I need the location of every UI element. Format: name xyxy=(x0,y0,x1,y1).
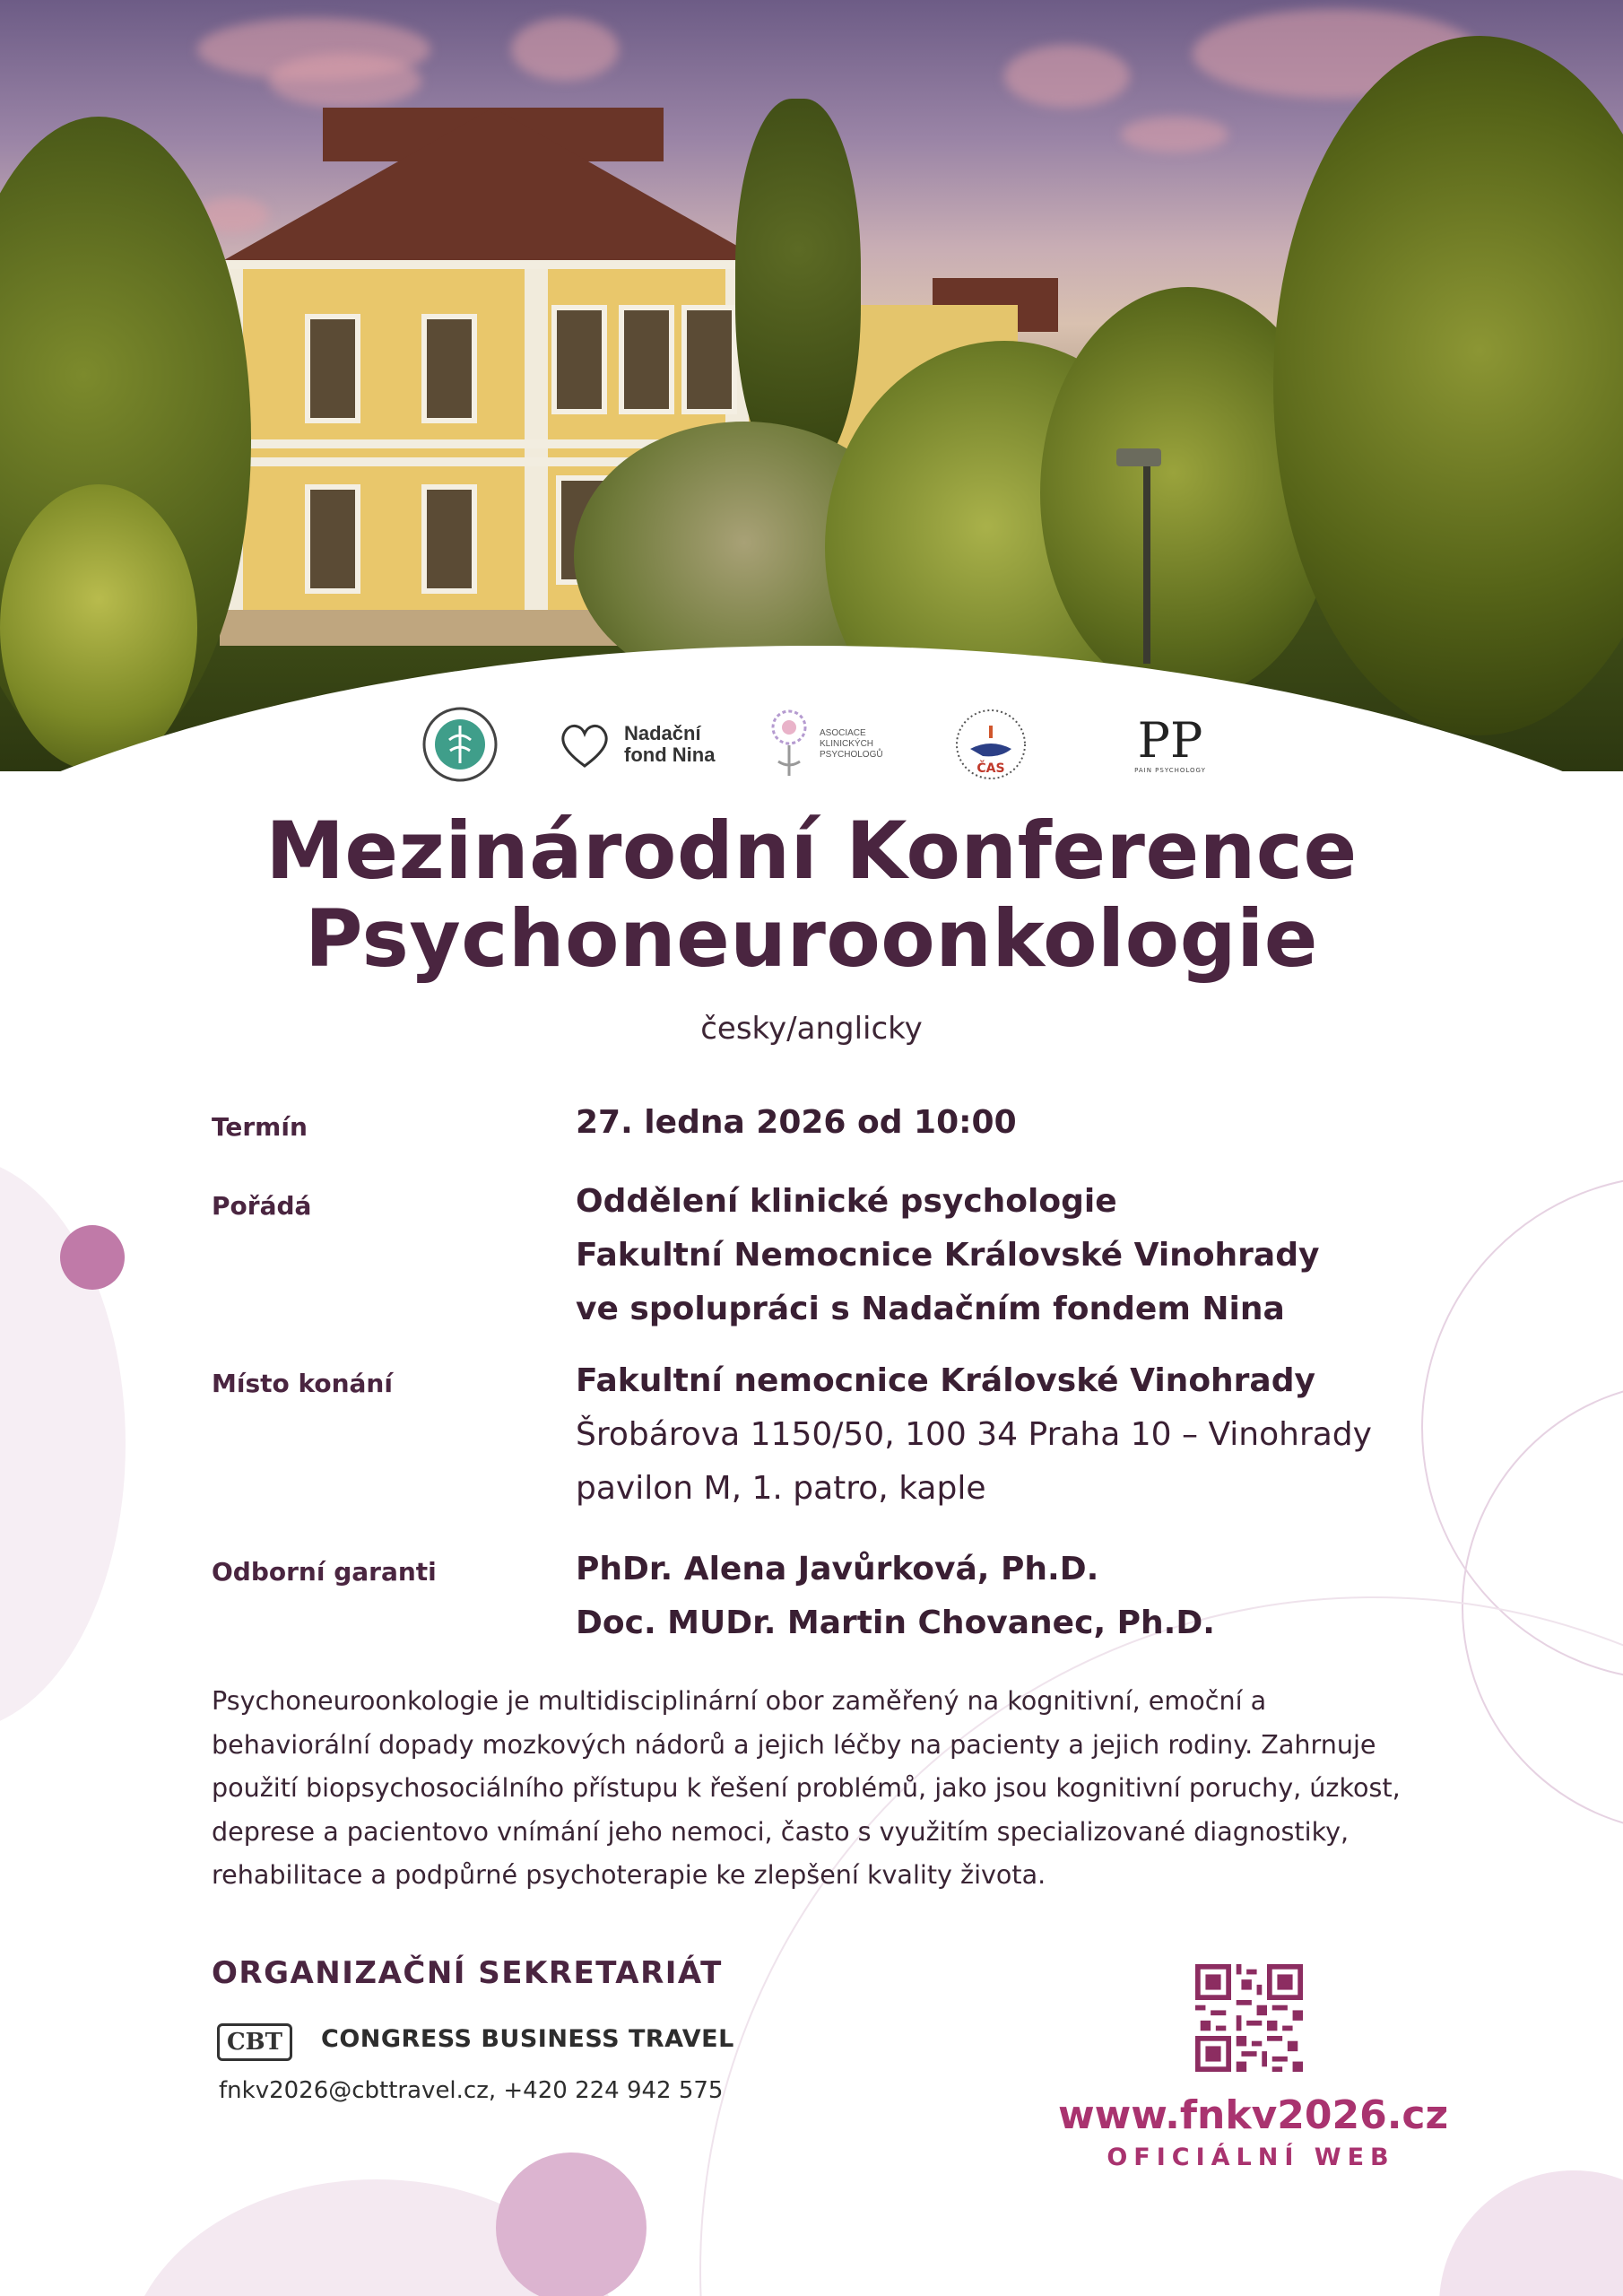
page-title-line1: Mezinárodní Konference xyxy=(265,804,1358,897)
qr-code-icon[interactable] xyxy=(1195,1964,1303,2072)
porada-value: Oddělení klinické psychologie Fakultní Nemocnice Královské Vinohrady ve spolupráci s Nadačním fondem Nina xyxy=(576,1183,1320,1327)
akp-logo: ASOCIACE KLINICKÝCH PSYCHOLOGŮ xyxy=(762,700,883,789)
language-subtitle: česky/anglicky xyxy=(700,1011,923,1047)
cbt-logo: CBT xyxy=(217,2023,292,2061)
page-title-line2: Psychoneuroonkologie xyxy=(305,892,1318,985)
institute-seal-logo xyxy=(420,700,500,789)
misto-value: Fakultní nemocnice Královské Vinohrady Šrobárova 1150/50, 100 34 Praha 10 – Vinohrady pavilon M, 1. patro, kaple xyxy=(576,1362,1372,1507)
organizer-heading: ORGANIZAČNÍ SEKRETARIÁT xyxy=(212,1955,723,1991)
organizer-contact[interactable]: fnkv2026@cbttravel.cz, +420 224 942 575 xyxy=(219,2077,724,2104)
porada-label: Pořádá xyxy=(212,1191,312,1221)
deco-dot-left xyxy=(60,1225,125,1290)
garanti-value: PhDr. Alena Javůrková, Ph.D. Doc. MUDr. Martin Chovanec, Ph.D. xyxy=(576,1551,1215,1641)
cas-logo xyxy=(950,700,1031,789)
termin-label: Termín xyxy=(212,1112,308,1142)
nadacni-fond-nina-logo: Nadační fond Nina xyxy=(556,700,715,789)
misto-label: Místo konání xyxy=(212,1369,393,1398)
description-paragraph: Psychoneuroonkologie je multidisciplinární obor zaměřený na kognitivní, emoční a behaviorální dopady mozkových nádorů a jejich léčby na pacienty a jejich rodiny. Zahrnuje použití biopsychosociálního přístupu k řešení problémů, jako jsou kognitivní poruchy, úzkost, deprese a pacientovo vnímání jeho nemoci, často s využitím specializované diagnostiky, rehabilitace a podpůrné psychoterapie ke zlepšení kvality života. xyxy=(212,1685,1401,1890)
heart-icon xyxy=(556,716,613,773)
termin-value: 27. ledna 2026 od 10:00 xyxy=(576,1104,1017,1141)
garanti-label: Odborní garanti xyxy=(212,1557,437,1587)
flower-icon xyxy=(762,704,816,785)
pain-psychology-logo: PP PAIN PSYCHOLOGY xyxy=(1134,712,1206,774)
website-label: OFICIÁLNÍ WEB xyxy=(1107,2144,1395,2171)
deco-circle-bottom-mid xyxy=(496,2152,647,2296)
organizer-company: CONGRESS BUSINESS TRAVEL xyxy=(321,2025,734,2053)
cas-label: ČAS xyxy=(976,761,1005,776)
website-link[interactable]: www.fnkv2026.cz xyxy=(1058,2092,1449,2138)
partner-logos xyxy=(412,700,1219,789)
